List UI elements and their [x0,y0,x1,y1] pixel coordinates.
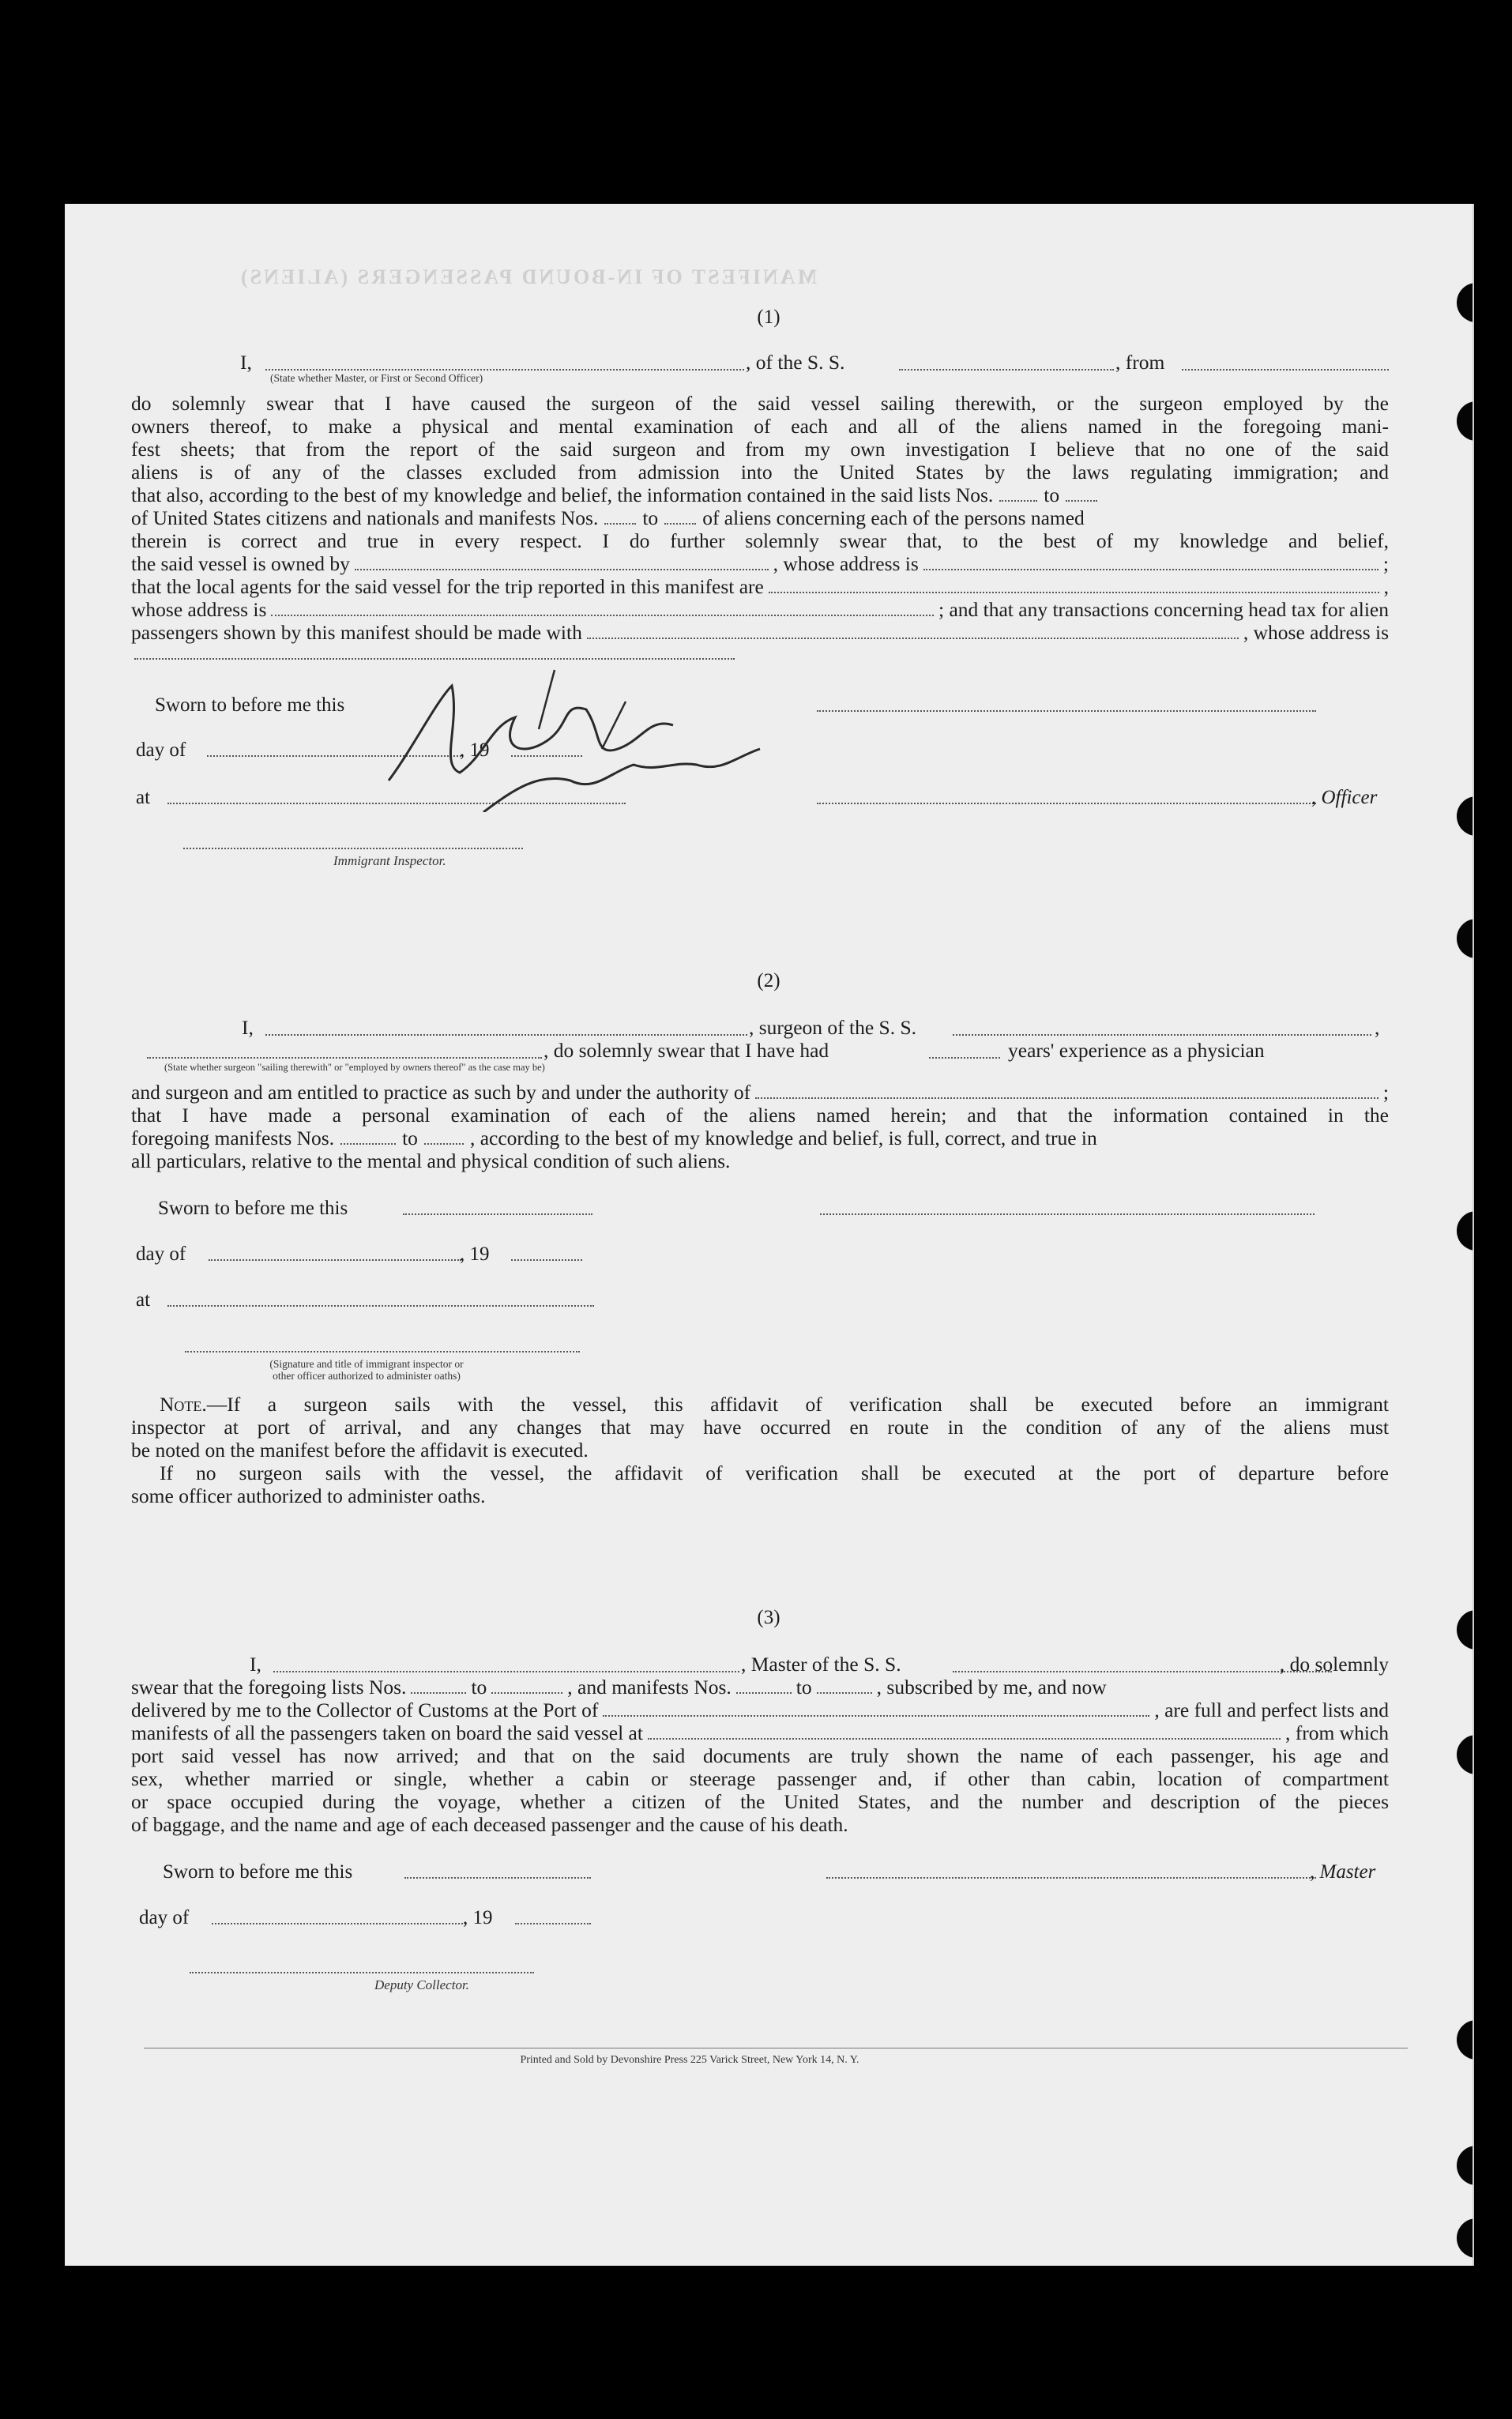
from-port-blank [1182,355,1389,371]
s1-agents-line: that the local agents for the said vessel for the trip reported in this manifest are , [131,575,1389,598]
s2-line-4: that I have made a personal examination of each of the aliens named herein; and that the information contained in the [131,1104,1389,1127]
note-line: inspector at port of arrival, and any changes that may have occurred en route in the condition of any of the aliens must [131,1416,1389,1439]
s3-sworn-label: Sworn to before me this [163,1861,353,1883]
s3-year: , 19 [463,1907,493,1928]
master-name-blank [273,1657,739,1672]
s3-text-line: or space occupied during the voyage, whether a citizen of the United States, and the number and description of the pieces [131,1790,1389,1813]
note-line: If no surgeon sails with the vessel, the affidavit of verification shall be executed at the port of departure before [160,1462,1389,1484]
inspector-label: Immigrant Inspector. [333,853,446,868]
inspector-signature-line [183,848,523,849]
punch-hole [1457,1735,1474,1774]
printer-imprint: Printed and Sold by Devonshire Press 225 Varick Street, New York 14, N. Y. [520,2054,859,2066]
officer-line [817,803,1316,804]
punch-hole [1457,2020,1474,2060]
s1-address-line: whose address is ; and that any transactions concerning head tax for alien [131,598,1389,621]
document-page: MANIFEST OF IN-BOUND PASSENGERS (ALIENS) (1) I, , of the S. S. , from (State whether Master, or First or Second Officer) do solemnly swear that I have caused the surgeon of the said vessel sailing therewith, or the surgeon employed by the owners thereof, to make a physical and mental examination of each and all of the aliens named in the foregoing mani- fest sheets; that from the report of the said surgeon and from my own investigation I believe that no one of the said aliens is of any of the classes excluded from admission into the United States by the laws regulating immigration; and that also, according to the best of my knowledge and belief, the information contained in the said lists Nos. to of United States citizens and nationals and manifests Nos. to of aliens concerning each of the persons named therein is correct and true in every respect. I do further solemnly swear that, to the best of my knowledge and belief, the said vessel is owned by , whose address is ; that the local agents for the said vessel for the trip reported in this manifest are , whose address is ; and that any transactions concerning head tax for alien passengers shown by this manifest should be made with , whose address is Sworn to before me this day of , 19 at , Officer Immigrant Inspector. (2) I, , surgeon of the S. S. , , do solemnly swear that I have had years' experience as a physician (State whether surgeon "sailing therewith" or "employed by owners thereof" as the case may be) and surgeon and am entitled to practice as such by and under the authority of ; that I have made a personal examination of each of the aliens named herein; and that the information contained in the foregoing manifests Nos. to , according to the best of my knowledge and belief, is full, correct, and true in all particulars, relative to the mental and physical condition of such aliens. Sworn to before me this day of , 19 at (Signature and title of immigrant inspector or other officer authorized to administer oaths) Note.—If a surgeon sails with the vessel, this affidavit of verification shall be executed before an immigrant inspector at port of arrival, and any changes that may have occurred en route in the condition of any of the aliens must be noted on the manifest before the affidavit is executed. If no surgeon sails with the vessel, the affidavit of verification shall be executed at the port of departure before some officer authorized to administer oaths. (3) I, , Master of the S. S. , do solemnly swear that the foregoing lists Nos. to , and manifests Nos. to , subscribed by me, and now delivered by me to the Collector of Customs at the Port of , are full and perfect lists and manifests of all the passengers taken on board the said vessel at , from which port said vessel has now arrived; and that on the said documents are truly shown the name of each passenger, his age and sex, whether married or single, whether a cabin or steerage passenger and, if other than cabin, location of compartment or space occupied during the voyage, whether a citizen of the United States, and the number and description of the pieces of baggage, and the name and age of each deceased passenger and the cause of his death. Sworn to before me this , Master day of , 19 Deputy Collector. Printed and Sold by Devonshire Press 225 Varick Street, New York 14, N. Y. [65,204,1474,2266]
s1-owned-line: the said vessel is owned by , whose address is ; [131,552,1389,575]
s1-day-of: day of [136,739,186,761]
deputy-collector-label: Deputy Collector. [374,1977,469,1992]
s2-at: at [136,1289,151,1311]
bleed-through-title: MANIFEST OF IN-BOUND PASSENGERS (ALIENS) [239,265,818,288]
surgeon-note: (State whether surgeon "sailing therewith" or "employed by owners thereof" as the case may be) [164,1062,545,1073]
s2-day-of: day of [136,1243,186,1265]
collector-signature-line [190,1972,534,1973]
s3-line-3: delivered by me to the Collector of Customs at the Port of , are full and perfect lists and [131,1699,1389,1721]
s2-line-3: and surgeon and am entitled to practice as such by and under the authority of ; [131,1081,1389,1104]
officer-name-blank [265,355,744,371]
administering-officer-line [185,1351,580,1352]
s1-text-line: fest sheets; that from the report of the said surgeon and from my own investigation I believe that no one of the said [131,438,1389,461]
punch-hole [1457,401,1474,441]
s3-line-2: swear that the foregoing lists Nos. to , and manifests Nos. to , subscribed by me, and now [131,1676,1107,1699]
s1-lists-line: that also, according to the best of my knowledge and belief, the information contained in the said lists Nos. to [131,483,1389,506]
s2-line-6: all particulars, relative to the mental and physical condition of such aliens. [131,1149,731,1172]
s1-passengers-line: passengers shown by this manifest should be made with , whose address is [131,621,1389,644]
s2-year: , 19 [460,1243,490,1265]
s1-sworn-label: Sworn to before me this [155,694,345,716]
master-signature-line [826,1877,1316,1879]
punch-hole [1457,919,1474,958]
surgeon-ship-blank [953,1020,1371,1036]
s2-sworn-label: Sworn to before me this [158,1198,348,1219]
s1-at: at [136,787,151,808]
s1-text-line: do solemnly swear that I have caused the surgeon of the said vessel sailing therewith, or the surgeon employed by the [131,392,1389,415]
surgeon-signature-line [820,1213,1315,1215]
officer-note: (State whether Master, or First or Second Officer) [270,372,483,384]
punch-hole [1457,2218,1474,2258]
punch-hole [1457,796,1474,836]
officer-label: , Officer [1311,787,1378,808]
note-line: be noted on the manifest before the affidavit is executed. [131,1439,589,1462]
s3-text-line: of baggage, and the name and age of each deceased passenger and the cause of his death. [131,1813,848,1836]
section-3-number: (3) [757,1607,780,1628]
note-line-1: Note.—If a surgeon sails with the vessel, this affidavit of verification shall be executed before an immigrant [160,1393,1389,1416]
officer-signature-line [817,710,1316,712]
inspector-signature [365,654,807,812]
note-line: some officer authorized to administer oaths. [131,1484,486,1507]
punch-hole [1457,1211,1474,1251]
surgeon-name-blank [265,1020,747,1036]
s3-text-line: port said vessel has now arrived; and that on the said documents are truly shown the name of each passenger, his age and [131,1744,1389,1767]
s2-signature-note: (Signature and title of immigrant inspector or other officer authorized to administer oaths) [269,1358,464,1382]
punch-hole [1457,2146,1474,2185]
s3-line-4: manifests of all the passengers taken on board the said vessel at , from which [131,1721,1389,1744]
s1-text-line: therein is correct and true in every respect. I do further solemnly swear that, to the best of my knowledge and belief, [131,529,1389,552]
ship-name-blank [899,355,1114,371]
s1-manifests-line: of United States citizens and nationals and manifests Nos. to of aliens concerning each of the persons named [131,506,1085,529]
section-1-number: (1) [757,307,780,328]
s1-text-line: aliens is of any of the classes excluded from admission into the United States by the laws regulating immigration; and [131,461,1389,483]
s3-text-line: sex, whether married or single, whether a cabin or steerage passenger and, if other than cabin, location of compartment [131,1767,1389,1790]
s3-day-of: day of [139,1907,190,1928]
s1-year: , 19 [460,739,490,761]
master-label: , Master [1310,1861,1376,1883]
section-2-number: (2) [757,970,780,991]
s1-text-line: owners thereof, to make a physical and mental examination of each and all of the aliens named in the foregoing mani- [131,415,1389,438]
s2-line-5: foregoing manifests Nos. to , according to the best of my knowledge and belief, is full, correct, and true in [131,1127,1097,1149]
years-blank [929,1043,1000,1059]
